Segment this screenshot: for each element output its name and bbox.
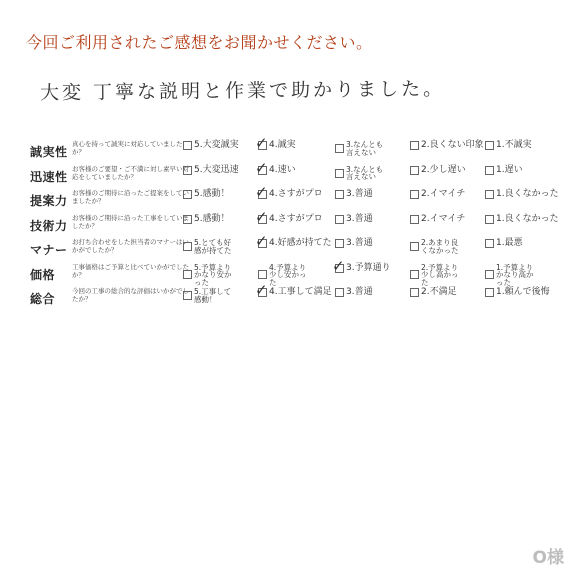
survey-header: 今回ご利用されたご感想をお聞かせください。 bbox=[26, 33, 373, 52]
checkbox[interactable] bbox=[183, 166, 192, 175]
question-text: お客様のご要望・ご不満に対し素早い対応をしていましたか？ bbox=[72, 164, 189, 181]
question-text: 真心を持って誠実に対応していましたか？ bbox=[72, 140, 183, 156]
rating-option[interactable] bbox=[183, 190, 230, 199]
option-label: 1.遅い bbox=[496, 164, 523, 175]
question-text: お打ち合わせをした担当者のマナーはいかがでしたか？ bbox=[72, 238, 189, 254]
checkbox[interactable] bbox=[485, 239, 494, 248]
rating-option[interactable] bbox=[183, 215, 230, 224]
option-label: 4.さすがプロ bbox=[269, 189, 323, 199]
option-label: 5.大変迅速 bbox=[194, 164, 239, 175]
option-label: 2.少し遅い bbox=[421, 164, 466, 175]
checkbox[interactable] bbox=[410, 288, 419, 297]
option-label: 2.あまり良くなかった bbox=[421, 238, 459, 255]
option-label: 3.普通 bbox=[346, 213, 373, 224]
option-label: 5.感動！ bbox=[194, 213, 230, 224]
rating-option[interactable] bbox=[485, 166, 523, 175]
checkbox[interactable] bbox=[410, 270, 419, 279]
rating-option[interactable] bbox=[485, 264, 540, 287]
checkbox[interactable] bbox=[485, 190, 494, 199]
survey-row bbox=[30, 207, 560, 237]
checkbox[interactable] bbox=[485, 288, 494, 297]
checkbox[interactable] bbox=[183, 270, 192, 279]
rating-option[interactable] bbox=[485, 190, 559, 199]
category-label: 提案力 bbox=[30, 194, 68, 208]
survey-row bbox=[30, 183, 560, 212]
option-label: 1.不誠実 bbox=[496, 140, 532, 150]
option-label: 4.工事して満足 bbox=[269, 287, 332, 297]
option-label: 5.大変誠実 bbox=[194, 140, 239, 150]
option-label: 4.誠実 bbox=[269, 140, 296, 150]
option-label: 1.良くなかった bbox=[496, 189, 559, 199]
rating-option[interactable] bbox=[335, 215, 373, 224]
rating-option[interactable] bbox=[485, 288, 550, 297]
rating-option[interactable] bbox=[410, 239, 465, 254]
checkbox[interactable] bbox=[410, 190, 419, 199]
option-label: 2.イマイチ bbox=[421, 189, 466, 199]
option-label: 4.速い bbox=[269, 164, 296, 175]
checkbox[interactable] bbox=[183, 291, 192, 300]
option-label: 1.良くなかった bbox=[496, 213, 559, 224]
option-label: 3.普通 bbox=[346, 189, 373, 199]
option-label: 5.工事して感動！ bbox=[194, 287, 232, 304]
checkbox[interactable] bbox=[410, 242, 419, 251]
rating-option[interactable] bbox=[255, 183, 323, 201]
survey-row bbox=[30, 232, 560, 261]
checkbox[interactable] bbox=[258, 270, 267, 279]
handwritten-check-icon: ✓ bbox=[332, 256, 345, 275]
survey-row bbox=[30, 134, 560, 163]
rating-option[interactable] bbox=[410, 264, 465, 287]
handwritten-check-icon: ✓ bbox=[255, 281, 268, 299]
rating-option[interactable] bbox=[183, 288, 238, 303]
rating-option[interactable] bbox=[335, 166, 390, 181]
rating-option[interactable] bbox=[485, 239, 523, 248]
option-label: 2.予算より少し高かった bbox=[421, 262, 459, 287]
rating-option[interactable] bbox=[332, 256, 391, 275]
rating-option[interactable] bbox=[485, 141, 532, 150]
checkbox[interactable] bbox=[335, 144, 344, 153]
category-label: 技術力 bbox=[30, 218, 68, 233]
handwritten-check-icon: ✓ bbox=[255, 183, 268, 201]
checkbox[interactable] bbox=[335, 190, 344, 199]
question-text: お客様のご期待に沿った工事をしていましたか？ bbox=[72, 213, 189, 230]
checkbox[interactable] bbox=[183, 215, 192, 224]
checkbox[interactable] bbox=[410, 166, 419, 175]
option-label: 2.イマイチ bbox=[421, 213, 466, 224]
handwritten-check-icon: ✓ bbox=[255, 232, 268, 250]
rating-option[interactable] bbox=[255, 232, 332, 250]
rating-option[interactable] bbox=[183, 141, 239, 150]
category-label: 価格 bbox=[30, 267, 56, 282]
category-label: 総合 bbox=[30, 292, 56, 306]
option-label: 3.普通 bbox=[346, 287, 373, 297]
checkbox[interactable] bbox=[335, 288, 344, 297]
checkbox[interactable] bbox=[485, 215, 494, 224]
checkbox[interactable] bbox=[335, 169, 344, 178]
question-text: お客様のご期待に沿ったご提案をしていましたか？ bbox=[72, 189, 189, 205]
option-label: 3.なんとも言えない bbox=[346, 140, 384, 157]
rating-option[interactable] bbox=[255, 134, 296, 152]
option-label: 1.頼んで後悔 bbox=[496, 287, 550, 297]
survey-row bbox=[30, 281, 560, 310]
rating-option[interactable] bbox=[183, 239, 238, 254]
option-label: 3.普通 bbox=[346, 238, 373, 248]
option-label: 1.予算よりかなり高かった bbox=[496, 262, 534, 287]
option-label: 5.感動！ bbox=[194, 189, 230, 199]
checkbox[interactable] bbox=[335, 215, 344, 224]
handwritten-comment: 大変 丁寧な説明と作業で助かりました。 bbox=[39, 77, 446, 105]
checkbox[interactable] bbox=[410, 215, 419, 224]
rating-option[interactable] bbox=[255, 158, 296, 177]
option-label: 5.とても好感が持てた bbox=[194, 238, 232, 255]
rating-option[interactable] bbox=[410, 215, 465, 224]
option-label: 3.予算通り bbox=[346, 262, 391, 273]
rating-option[interactable] bbox=[335, 288, 373, 297]
category-label: マナー bbox=[30, 243, 68, 257]
rating-option[interactable] bbox=[255, 281, 332, 299]
option-label: 2.不満足 bbox=[421, 287, 457, 297]
checkbox[interactable] bbox=[183, 242, 192, 251]
customer-name: O様 bbox=[532, 548, 564, 568]
handwritten-check-icon: ✓ bbox=[255, 134, 268, 152]
checkbox[interactable] bbox=[335, 239, 344, 248]
option-label: 1.最悪 bbox=[496, 238, 523, 248]
question-text: 工事価格はご予算と比べていかがでしたか？ bbox=[72, 262, 189, 279]
rating-option[interactable] bbox=[410, 288, 457, 297]
option-label: 4.予算より少し安かった bbox=[269, 262, 307, 287]
option-label: 3.なんとも言えない bbox=[346, 164, 384, 181]
question-text: 今回の工事の総合的な評価はいかがでしたか？ bbox=[72, 287, 189, 303]
rating-option[interactable] bbox=[335, 239, 373, 248]
handwritten-check-icon: ✓ bbox=[255, 158, 268, 177]
checkbox[interactable] bbox=[485, 166, 494, 175]
rating-option[interactable] bbox=[410, 190, 465, 199]
checkbox[interactable] bbox=[183, 141, 192, 150]
rating-option[interactable] bbox=[335, 190, 373, 199]
option-label: 4.好感が持てた bbox=[269, 238, 332, 248]
rating-option[interactable] bbox=[410, 166, 466, 175]
checkbox[interactable] bbox=[410, 141, 419, 150]
category-label: 誠実性 bbox=[30, 145, 68, 159]
option-label: 5.予算よりかなり安かった bbox=[194, 262, 232, 287]
rating-option[interactable] bbox=[183, 166, 239, 175]
rating-option[interactable] bbox=[410, 141, 484, 150]
rating-option[interactable] bbox=[183, 264, 238, 287]
rating-option[interactable] bbox=[485, 215, 559, 224]
option-label: 4.さすがプロ bbox=[269, 213, 323, 224]
checkbox[interactable] bbox=[183, 190, 192, 199]
survey-table bbox=[30, 134, 560, 310]
checkbox[interactable] bbox=[485, 141, 494, 150]
checkbox[interactable] bbox=[485, 270, 494, 279]
survey-row bbox=[30, 256, 560, 287]
category-label: 迅速性 bbox=[30, 169, 68, 184]
option-label: 2.良くない印象 bbox=[421, 140, 484, 150]
handwritten-check-icon: ✓ bbox=[255, 207, 268, 226]
rating-option[interactable] bbox=[335, 141, 390, 156]
survey-row bbox=[30, 158, 560, 188]
rating-option[interactable] bbox=[255, 207, 323, 226]
